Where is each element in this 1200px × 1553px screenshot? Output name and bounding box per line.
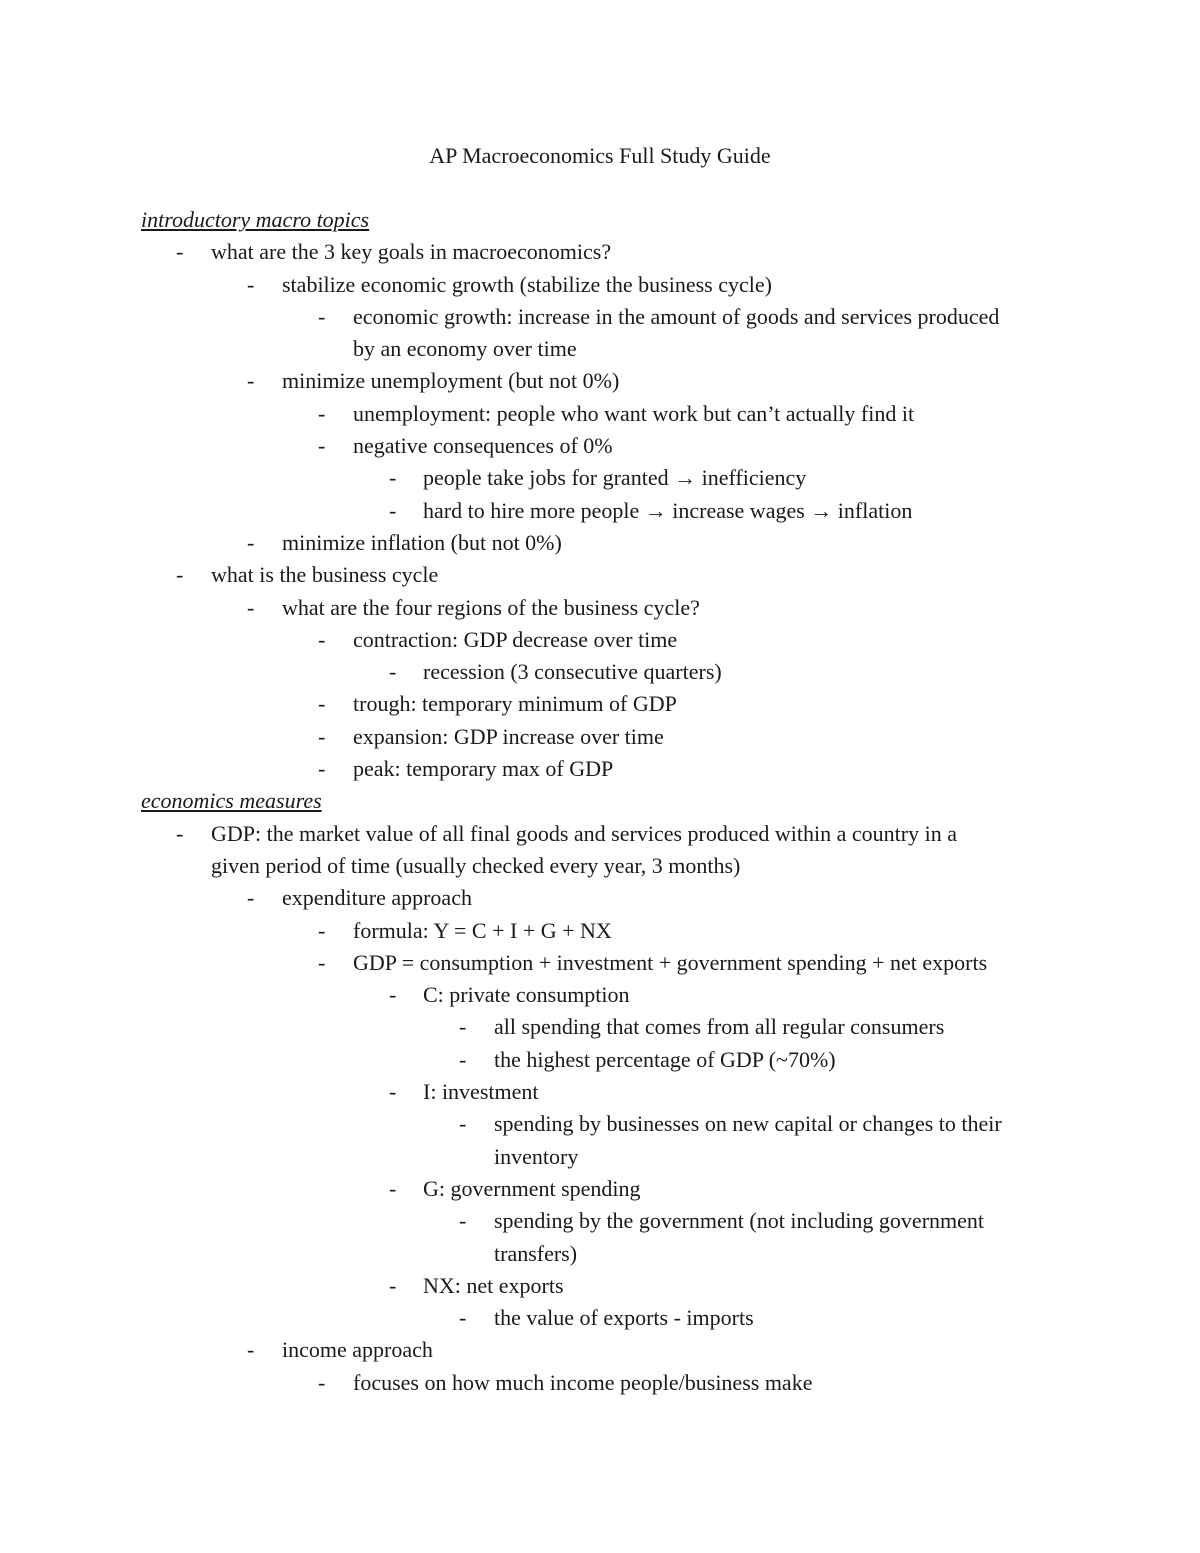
outline-item-text: by an economy over time bbox=[353, 336, 577, 362]
bullet-dash: - bbox=[318, 756, 326, 782]
outline-item-text: peak: temporary max of GDP bbox=[353, 756, 614, 782]
bullet-dash: - bbox=[318, 691, 326, 717]
outline-item-text: economic growth: increase in the amount of goods and services produced bbox=[353, 303, 1000, 329]
bullet-dash: - bbox=[389, 1079, 397, 1105]
outline-item-text: contraction: GDP decrease over time bbox=[353, 626, 678, 652]
outline-item bbox=[0, 559, 1200, 591]
bullet-dash: - bbox=[459, 1046, 467, 1072]
bullet-dash: - bbox=[318, 1369, 326, 1395]
outline-item-text: transfers) bbox=[494, 1240, 578, 1266]
bullet-dash: - bbox=[389, 1175, 397, 1201]
outline-item bbox=[0, 915, 1200, 947]
outline-item-text: inventory bbox=[494, 1143, 579, 1169]
bullet-dash: - bbox=[389, 659, 397, 685]
bullet-dash: - bbox=[247, 271, 255, 297]
bullet-dash: - bbox=[247, 529, 255, 555]
outline-item-text: hard to hire more people → increase wages → inflation bbox=[423, 497, 913, 523]
outline-item-text: formula: Y = C + I + G + NX bbox=[353, 917, 612, 943]
outline-item bbox=[0, 882, 1200, 914]
section-heading: economics measures bbox=[141, 788, 322, 814]
bullet-dash: - bbox=[318, 723, 326, 749]
outline-item bbox=[0, 656, 1200, 688]
outline-item bbox=[0, 527, 1200, 559]
bullet-dash: - bbox=[459, 1014, 467, 1040]
outline-item bbox=[0, 947, 1200, 979]
bullet-dash: - bbox=[318, 400, 326, 426]
outline-item-text: focuses on how much income people/business make bbox=[353, 1369, 813, 1395]
bullet-dash: - bbox=[247, 594, 255, 620]
outline-item-text: GDP: the market value of all final goods and services produced within a country in a bbox=[211, 820, 957, 846]
outline-item-text: given period of time (usually checked every year, 3 months) bbox=[211, 852, 741, 878]
outline-item bbox=[0, 1334, 1200, 1366]
bullet-dash: - bbox=[176, 820, 184, 846]
outline-item bbox=[0, 398, 1200, 430]
outline-item bbox=[0, 1011, 1200, 1043]
document-title: AP Macroeconomics Full Study Guide bbox=[429, 143, 771, 168]
bullet-dash: - bbox=[389, 982, 397, 1008]
outline-item bbox=[0, 1108, 1200, 1140]
outline-item bbox=[0, 1173, 1200, 1205]
bullet-dash: - bbox=[318, 626, 326, 652]
outline-item-text: spending by the government (not including government bbox=[494, 1208, 985, 1234]
outline-item bbox=[0, 365, 1200, 397]
outline-item bbox=[0, 430, 1200, 462]
outline-item-text: C: private consumption bbox=[423, 982, 630, 1008]
bullet-dash: - bbox=[176, 239, 184, 265]
outline-item-text: G: government spending bbox=[423, 1175, 641, 1201]
bullet-dash: - bbox=[459, 1111, 467, 1137]
outline-item bbox=[0, 1302, 1200, 1334]
outline-item-continuation bbox=[0, 333, 1200, 365]
outline-item bbox=[0, 301, 1200, 333]
bullet-dash: - bbox=[247, 885, 255, 911]
outline-item bbox=[0, 624, 1200, 656]
section-heading: introductory macro topics bbox=[141, 207, 370, 232]
bullet-dash: - bbox=[247, 368, 255, 394]
bullet-dash: - bbox=[318, 949, 326, 975]
outline-item-text: all spending that comes from all regular consumers bbox=[494, 1014, 945, 1040]
outline-item bbox=[0, 592, 1200, 624]
outline-item bbox=[0, 753, 1200, 785]
outline-item-continuation bbox=[0, 1238, 1200, 1270]
outline-item-continuation bbox=[0, 1141, 1200, 1173]
outline-item bbox=[0, 721, 1200, 753]
bullet-dash: - bbox=[176, 562, 184, 588]
outline-item-text: what are the 3 key goals in macroeconomics? bbox=[211, 239, 612, 265]
outline-item-text: the highest percentage of GDP (~70%) bbox=[494, 1046, 836, 1072]
outline-item-text: stabilize economic growth (stabilize the business cycle) bbox=[282, 271, 772, 297]
bullet-dash: - bbox=[318, 433, 326, 459]
outline-item-text: GDP = consumption + investment + government spending + net exports bbox=[353, 949, 988, 975]
outline-item bbox=[0, 495, 1200, 527]
outline-item-text: income approach bbox=[282, 1337, 433, 1363]
outline-item-text: what is the business cycle bbox=[211, 562, 439, 588]
outline-item bbox=[0, 1044, 1200, 1076]
document-body bbox=[0, 204, 1200, 1399]
bullet-dash: - bbox=[247, 1337, 255, 1363]
outline-item bbox=[0, 269, 1200, 301]
outline-item-text: minimize inflation (but not 0%) bbox=[282, 529, 562, 555]
outline-item-text: expansion: GDP increase over time bbox=[353, 723, 664, 749]
bullet-dash: - bbox=[459, 1305, 467, 1331]
outline-item-text: people take jobs for granted → inefficiency bbox=[423, 465, 807, 491]
outline-item bbox=[0, 1205, 1200, 1237]
outline-item bbox=[0, 818, 1200, 850]
outline-item-text: NX: net exports bbox=[423, 1272, 564, 1298]
outline-item bbox=[0, 1076, 1200, 1108]
outline-item-continuation bbox=[0, 850, 1200, 882]
outline-item-text: recession (3 consecutive quarters) bbox=[423, 659, 722, 685]
outline-item-text: I: investment bbox=[423, 1079, 539, 1105]
outline-item bbox=[0, 979, 1200, 1011]
bullet-dash: - bbox=[389, 1272, 397, 1298]
bullet-dash: - bbox=[318, 917, 326, 943]
outline-item-text: trough: temporary minimum of GDP bbox=[353, 691, 677, 717]
outline-item-text: what are the four regions of the business cycle? bbox=[282, 594, 700, 620]
outline-item-text: negative consequences of 0% bbox=[353, 433, 613, 459]
outline-item bbox=[0, 462, 1200, 494]
bullet-dash: - bbox=[318, 303, 326, 329]
outline-item bbox=[0, 236, 1200, 268]
outline-item-text: unemployment: people who want work but can’t actually find it bbox=[353, 400, 915, 426]
outline-item-text: expenditure approach bbox=[282, 885, 472, 911]
bullet-dash: - bbox=[459, 1208, 467, 1234]
outline-item bbox=[0, 1270, 1200, 1302]
outline-item-text: minimize unemployment (but not 0%) bbox=[282, 368, 620, 394]
bullet-dash: - bbox=[389, 465, 397, 491]
outline-item bbox=[0, 688, 1200, 720]
outline-item-text: spending by businesses on new capital or changes to their bbox=[494, 1111, 1002, 1137]
outline-item-text: the value of exports - imports bbox=[494, 1305, 754, 1331]
outline-item bbox=[0, 1367, 1200, 1399]
bullet-dash: - bbox=[389, 497, 397, 523]
